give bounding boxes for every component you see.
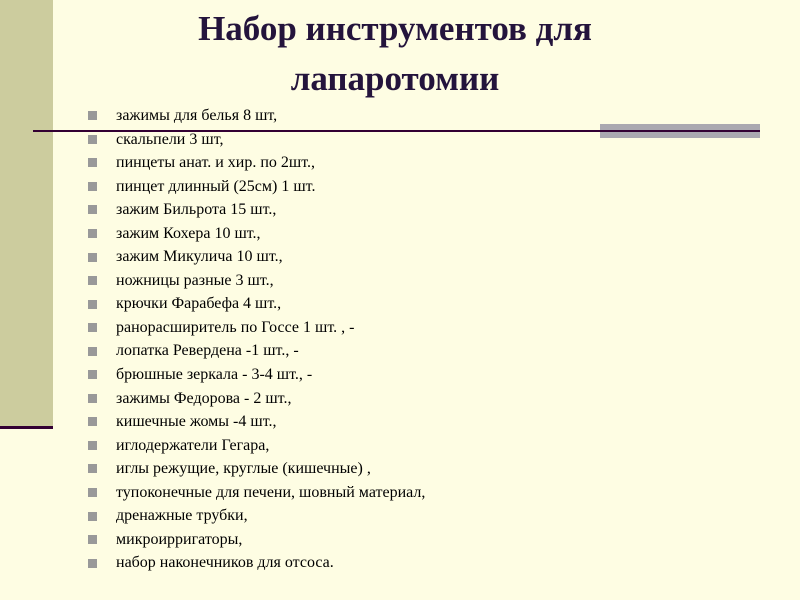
list-item — [88, 457, 425, 481]
list-item — [88, 410, 425, 434]
list-item-text: скальпели 3 шт, — [116, 130, 224, 148]
list-item-text: ранорасширитель по Госсе 1 шт. , - — [116, 318, 355, 336]
list-item — [88, 481, 425, 505]
list-item — [88, 104, 425, 128]
list-item — [88, 387, 425, 411]
title-divider-block-rule — [600, 130, 760, 132]
list-item-text: микроирригаторы, — [116, 530, 243, 548]
square-bullet-icon — [88, 300, 97, 309]
list-item — [88, 128, 425, 152]
list-item — [88, 434, 425, 458]
square-bullet-icon — [88, 559, 97, 568]
square-bullet-icon — [88, 205, 97, 214]
list-item-text: зажимы Федорова - 2 шт., — [116, 389, 292, 407]
list-item-text: пинцеты анат. и хир. по 2шт., — [116, 154, 316, 172]
square-bullet-icon — [88, 135, 97, 144]
square-bullet-icon — [88, 417, 97, 426]
list-item — [88, 222, 425, 246]
square-bullet-icon — [88, 535, 97, 544]
list-item-text: дренажные трубки, — [116, 507, 248, 525]
square-bullet-icon — [88, 464, 97, 473]
list-item — [88, 151, 425, 175]
list-item — [88, 269, 425, 293]
list-item-text: иглы режущие, круглые (кишечные) , — [116, 460, 371, 478]
side-bar — [0, 0, 53, 428]
list-item — [88, 245, 425, 269]
square-bullet-icon — [88, 182, 97, 191]
square-bullet-icon — [88, 370, 97, 379]
list-item-text: пинцет длинный (25см) 1 шт. — [116, 177, 316, 195]
list-item-text: крючки Фарабефа 4 шт., — [116, 295, 282, 313]
list-item — [88, 292, 425, 316]
slide-title — [120, 4, 670, 104]
list-item — [88, 363, 425, 387]
list-item-text: тупоконечные для печени, шовный материал, — [116, 483, 426, 501]
list-item — [88, 198, 425, 222]
square-bullet-icon — [88, 488, 97, 497]
list-item-text: брюшные зеркала - 3-4 шт., - — [116, 366, 313, 384]
square-bullet-icon — [88, 323, 97, 332]
list-item — [88, 316, 425, 340]
list-item-text: лопатка Ревердена -1 шт., - — [116, 342, 299, 360]
list-item — [88, 551, 425, 575]
instrument-list — [88, 104, 425, 575]
square-bullet-icon — [88, 111, 97, 120]
list-item — [88, 504, 425, 528]
list-item-text: зажим Микулича 10 шт., — [116, 248, 283, 266]
square-bullet-icon — [88, 276, 97, 285]
square-bullet-icon — [88, 347, 97, 356]
list-item-text: зажимы для белья 8 шт, — [116, 107, 278, 124]
list-item-text: иглодержатели Гегара, — [116, 436, 270, 454]
square-bullet-icon — [88, 158, 97, 167]
slide-title-line-1: Набор инструментов для — [198, 9, 592, 48]
square-bullet-icon — [88, 394, 97, 403]
list-item — [88, 175, 425, 199]
slide-title-line-2: лапаротомии — [290, 59, 500, 98]
list-item-text: зажим Кохера 10 шт., — [116, 224, 261, 242]
list-item-text: ножницы разные 3 шт., — [116, 271, 274, 289]
list-item — [88, 528, 425, 552]
square-bullet-icon — [88, 441, 97, 450]
side-bar-rule — [0, 426, 53, 429]
list-item-text: кишечные жомы -4 шт., — [116, 413, 277, 431]
square-bullet-icon — [88, 512, 97, 521]
list-item — [88, 339, 425, 363]
list-item-text: зажим Бильрота 15 шт., — [116, 201, 277, 219]
square-bullet-icon — [88, 229, 97, 238]
square-bullet-icon — [88, 253, 97, 262]
list-item-text: набор наконечников для отсоса. — [116, 554, 334, 572]
